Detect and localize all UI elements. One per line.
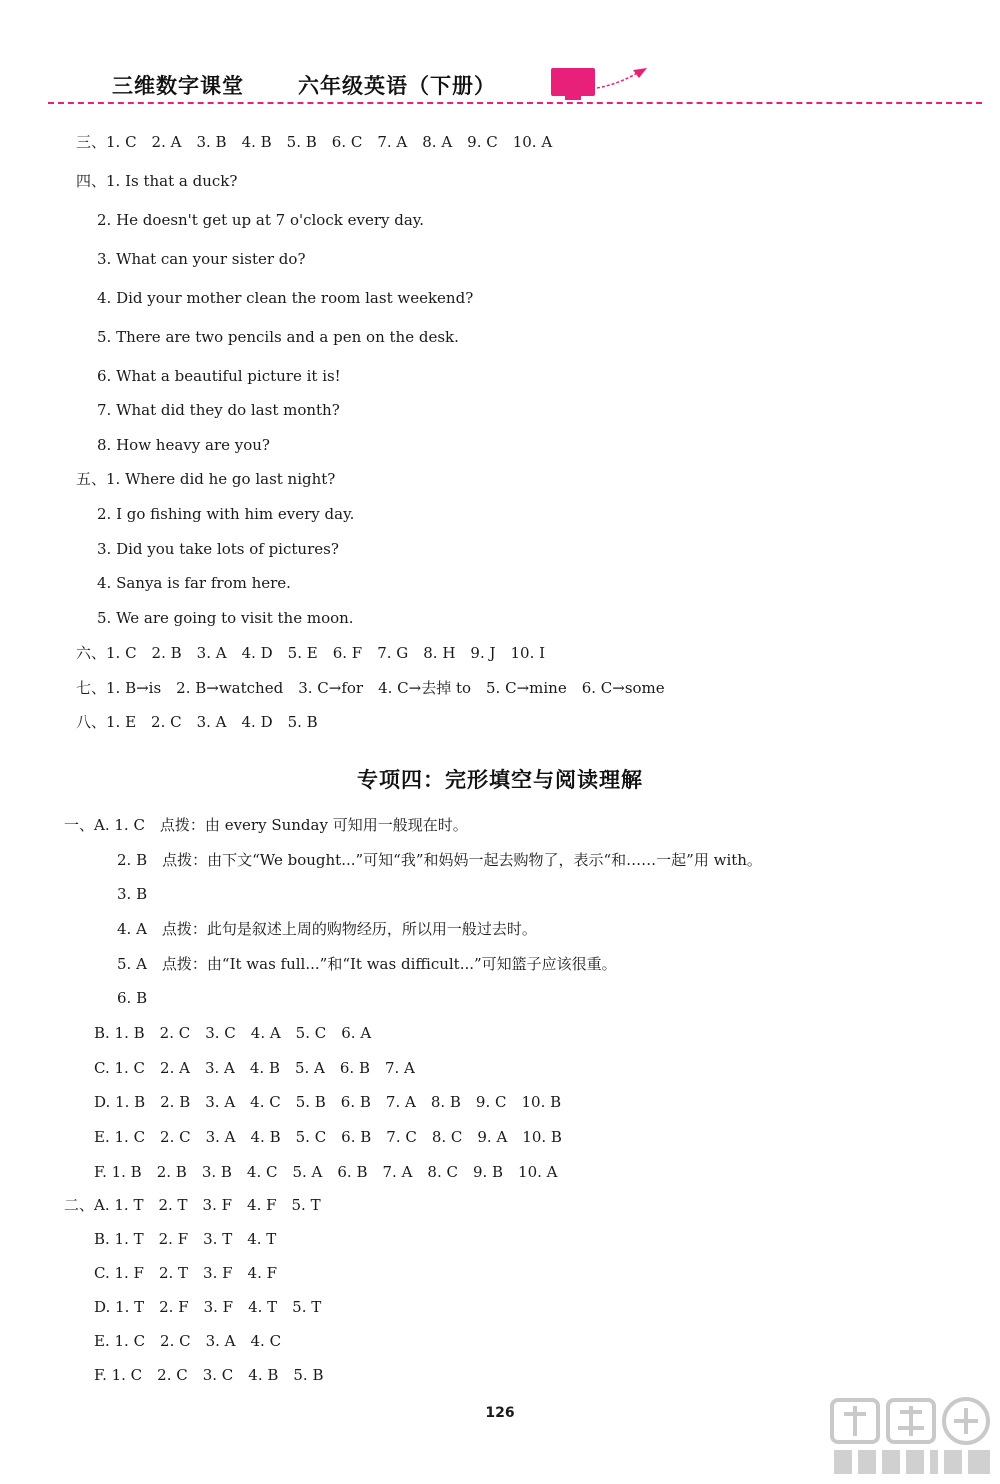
section-heading: 专项四：完形填空与阅读理解 bbox=[357, 767, 643, 792]
answer-line: 3. Did you take lots of pictures? bbox=[97, 540, 339, 558]
answer-line: 5. There are two pencils and a pen on the desk. bbox=[97, 328, 459, 346]
answer-line: 5. A 点拨：由“It was full...”和“It was difficult...”可知篮子应该很重。 bbox=[117, 955, 617, 973]
answer-line: 6. B bbox=[117, 989, 148, 1007]
answer-line: 六、1. C 2. B 3. A 4. D 5. E 6. F 7. G 8. H 9. J 10. I bbox=[76, 644, 546, 662]
answer-line: D. 1. T 2. F 3. F 4. T 5. T bbox=[94, 1298, 322, 1316]
monitor-rocket-icon bbox=[549, 66, 649, 104]
header-dashed-divider bbox=[48, 102, 982, 104]
answer-line: 3. B bbox=[117, 885, 148, 903]
answer-line: C. 1. C 2. A 3. A 4. B 5. A 6. B 7. A bbox=[94, 1059, 415, 1077]
answer-line: 7. What did they do last month? bbox=[97, 401, 340, 419]
page-number: 126 bbox=[485, 1405, 515, 1421]
series-title: 三维数字课堂 bbox=[112, 73, 244, 98]
answer-line: F. 1. B 2. B 3. B 4. C 5. A 6. B 7. A 8. C 9. B 10. A bbox=[94, 1163, 558, 1181]
answer-line: C. 1. F 2. T 3. F 4. F bbox=[94, 1264, 278, 1282]
answer-line: 2. He doesn't get up at 7 o'clock every day. bbox=[97, 211, 425, 229]
answer-line: 七、1. B→is 2. B→watched 3. C→for 4. C→去掉 to 5. C→mine 6. C→some bbox=[76, 679, 665, 697]
answer-line: 五、1. Where did he go last night? bbox=[76, 470, 336, 488]
answer-line: 一、A. 1. C 点拨：由 every Sunday 可知用一般现在时。 bbox=[64, 816, 468, 834]
answer-line: E. 1. C 2. C 3. A 4. C bbox=[94, 1332, 282, 1350]
answer-line: 3. What can your sister do? bbox=[97, 250, 306, 268]
answer-line: 2. B 点拨：由下文“We bought...”可知“我”和妈妈一起去购物了，表示“和……一起”用 with。 bbox=[117, 851, 762, 869]
answer-line: 4. A 点拨：此句是叙述上周的购物经历，所以用一般过去时。 bbox=[117, 920, 537, 938]
answer-line: D. 1. B 2. B 3. A 4. C 5. B 6. B 7. A 8. B 9. C 10. B bbox=[94, 1093, 562, 1111]
answer-line: 二、A. 1. T 2. T 3. F 4. F 5. T bbox=[64, 1196, 321, 1214]
answer-line: 4. Sanya is far from here. bbox=[97, 574, 291, 592]
answer-line: 6. What a beautiful picture it is! bbox=[97, 367, 341, 385]
answer-line: 三、1. C 2. A 3. B 4. B 5. B 6. C 7. A 8. A 9. C 10. A bbox=[76, 133, 553, 151]
answer-line: F. 1. C 2. C 3. C 4. B 5. B bbox=[94, 1366, 324, 1384]
answer-line: 8. How heavy are you? bbox=[97, 436, 270, 454]
answer-line: B. 1. B 2. C 3. C 4. A 5. C 6. A bbox=[94, 1024, 372, 1042]
answer-line: 八、1. E 2. C 3. A 4. D 5. B bbox=[76, 713, 318, 731]
answer-line: B. 1. T 2. F 3. T 4. T bbox=[94, 1230, 277, 1248]
answer-line: E. 1. C 2. C 3. A 4. B 5. C 6. B 7. C 8. C 9. A 10. B bbox=[94, 1128, 562, 1146]
answer-line: 5. We are going to visit the moon. bbox=[97, 609, 354, 627]
answer-line: 四、1. Is that a duck? bbox=[76, 172, 238, 190]
answer-line: 4. Did your mother clean the room last weekend? bbox=[97, 289, 474, 307]
book-title: 六年级英语（下册） bbox=[298, 73, 496, 98]
page-header bbox=[0, 0, 1000, 110]
watermark-logo-icon bbox=[826, 1392, 996, 1480]
answer-line: 2. I go fishing with him every day. bbox=[97, 505, 355, 523]
